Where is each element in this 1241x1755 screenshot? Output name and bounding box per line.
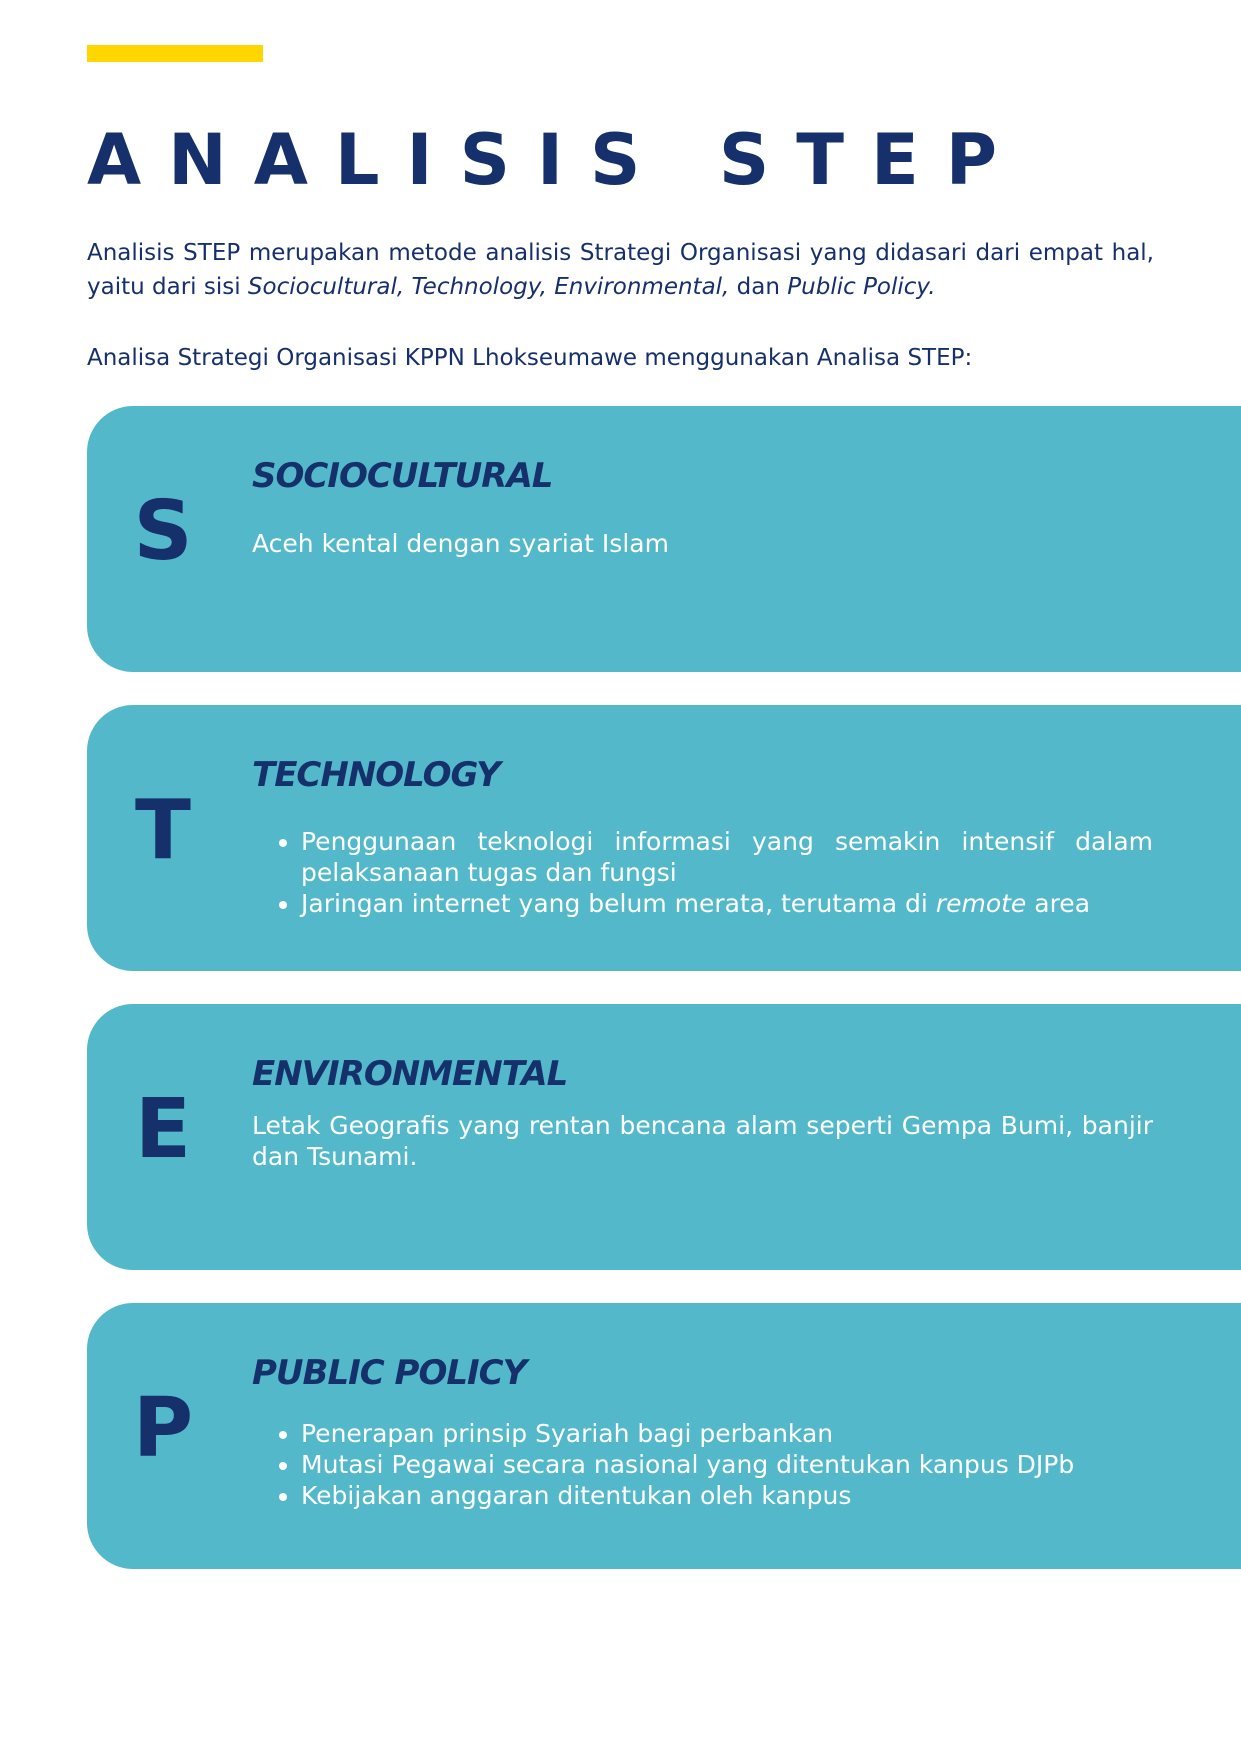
list-item: • Mutasi Pegawai secara nasional yang ditentukan kanpus DJPb — [301, 1449, 1153, 1480]
list-item — [301, 888, 1153, 919]
intro-text: Analisis STEP merupakan metode analisis Strategi Organisasi yang didasari dari empat hal, yaitu dari sisi — [87, 240, 1154, 300]
intro-emphasis: Public Policy. — [787, 274, 936, 300]
public-policy-list — [252, 1418, 1153, 1511]
card-technology — [87, 705, 1241, 971]
intro-secondary: Analisa Strategi Organisasi KPPN Lhokseumawe menggunakan Analisa STEP: — [87, 345, 973, 371]
card-environmental — [87, 1004, 1241, 1270]
card-letter: S — [133, 484, 193, 579]
card-letter: P — [132, 1381, 194, 1476]
card-letter: T — [135, 783, 191, 878]
card-heading: TECHNOLOGY — [252, 755, 500, 795]
card-heading: ENVIRONMENTAL — [252, 1054, 568, 1094]
intro-emphasis: Sociocultural, Technology, Environmental, — [247, 274, 730, 300]
list-item-emphasis: remote — [935, 889, 1027, 918]
technology-list — [252, 826, 1153, 919]
card-sociocultural — [87, 406, 1241, 672]
page-title: ANALISIS STEP — [87, 119, 1025, 201]
card-public-policy — [87, 1303, 1241, 1569]
list-item: • Kebijakan anggaran ditentukan oleh kanpus — [301, 1480, 1153, 1511]
intro-paragraph — [87, 236, 1154, 304]
card-heading: PUBLIC POLICY — [252, 1353, 527, 1393]
list-item: • Penerapan prinsip Syariah bagi perbankan — [301, 1418, 1153, 1449]
list-item-text: area — [1026, 889, 1091, 918]
intro-text: dan — [729, 274, 788, 300]
card-heading: SOCIOCULTURAL — [252, 456, 553, 496]
list-item: • Penggunaan teknologi informasi yang semakin intensif dalam pelaksanaan tugas dan fungsi — [301, 826, 1153, 888]
card-text: Letak Geografis yang rentan bencana alam seperti Gempa Bumi, banjir dan Tsunami. — [252, 1111, 1153, 1171]
card-letter: E — [134, 1082, 191, 1177]
card-text: Aceh kental dengan syariat Islam — [252, 529, 669, 558]
accent-bar — [87, 45, 263, 62]
list-item-text: Jaringan internet yang belum merata, terutama di — [301, 889, 936, 918]
